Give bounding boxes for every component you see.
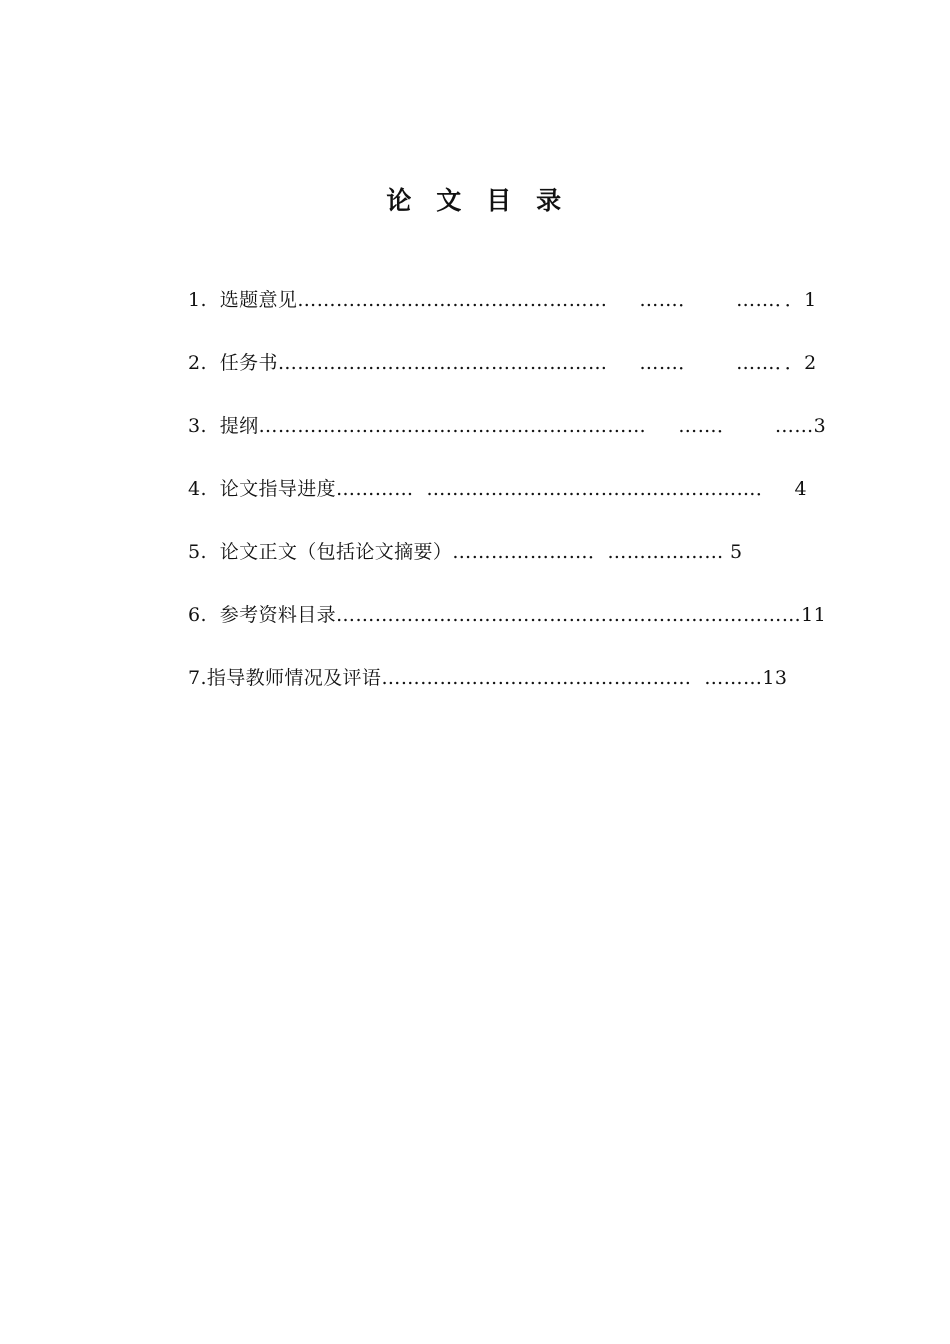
toc-text: 指导教师情况及评语 — [206, 667, 382, 689]
toc-number: 3. — [188, 415, 207, 437]
toc-leader: ………… ……………………………………………． — [336, 478, 795, 500]
toc-entry-2 — [188, 346, 817, 409]
toc-number: 4. — [188, 478, 207, 500]
toc-text: 论文指导进度 — [206, 478, 337, 500]
toc-entry-5 — [188, 535, 788, 598]
toc-entry-4 — [188, 472, 807, 535]
toc-number: 6. — [188, 604, 207, 626]
toc-text: 提纲 — [206, 415, 259, 437]
toc-number: 7. — [188, 667, 207, 689]
toc-page-number: 4 — [794, 478, 807, 500]
toc-title: 论 文 目 录 — [386, 186, 564, 215]
toc-page-number: 1 — [804, 289, 817, 311]
toc-entry-6 — [188, 598, 827, 661]
toc-text: 任务书 — [206, 352, 278, 374]
table-of-contents — [188, 283, 827, 724]
toc-page-number: 2 — [804, 352, 817, 374]
toc-leader: ……………………………………………………………… — [336, 604, 802, 626]
toc-number: 5. — [188, 541, 207, 563]
toc-entry-7 — [188, 661, 788, 724]
toc-page-number: 13 — [762, 667, 788, 689]
toc-leader: …………………………………………………… ……． …… — [258, 415, 814, 437]
toc-page-number: 5 — [730, 541, 743, 563]
toc-leader: …………………．……………… — [452, 541, 731, 563]
toc-number: 2. — [188, 352, 207, 374]
toc-text: 选题意见 — [206, 289, 298, 311]
toc-entry-1 — [188, 283, 817, 346]
toc-number: 1. — [188, 289, 207, 311]
toc-page-number: 3 — [813, 415, 827, 437]
toc-leader: ………………………………………… ……… — [381, 667, 763, 689]
toc-page-number: 11 — [801, 604, 827, 626]
toc-entry-3 — [188, 409, 827, 472]
toc-leader: ………………………………………… ……． ……．． — [297, 289, 805, 311]
toc-text: 参考资料目录 — [206, 604, 337, 626]
toc-text: 论文正文（包括论文摘要） — [206, 541, 453, 563]
toc-leader: …………………………………………… ……． ……．． — [277, 352, 805, 374]
